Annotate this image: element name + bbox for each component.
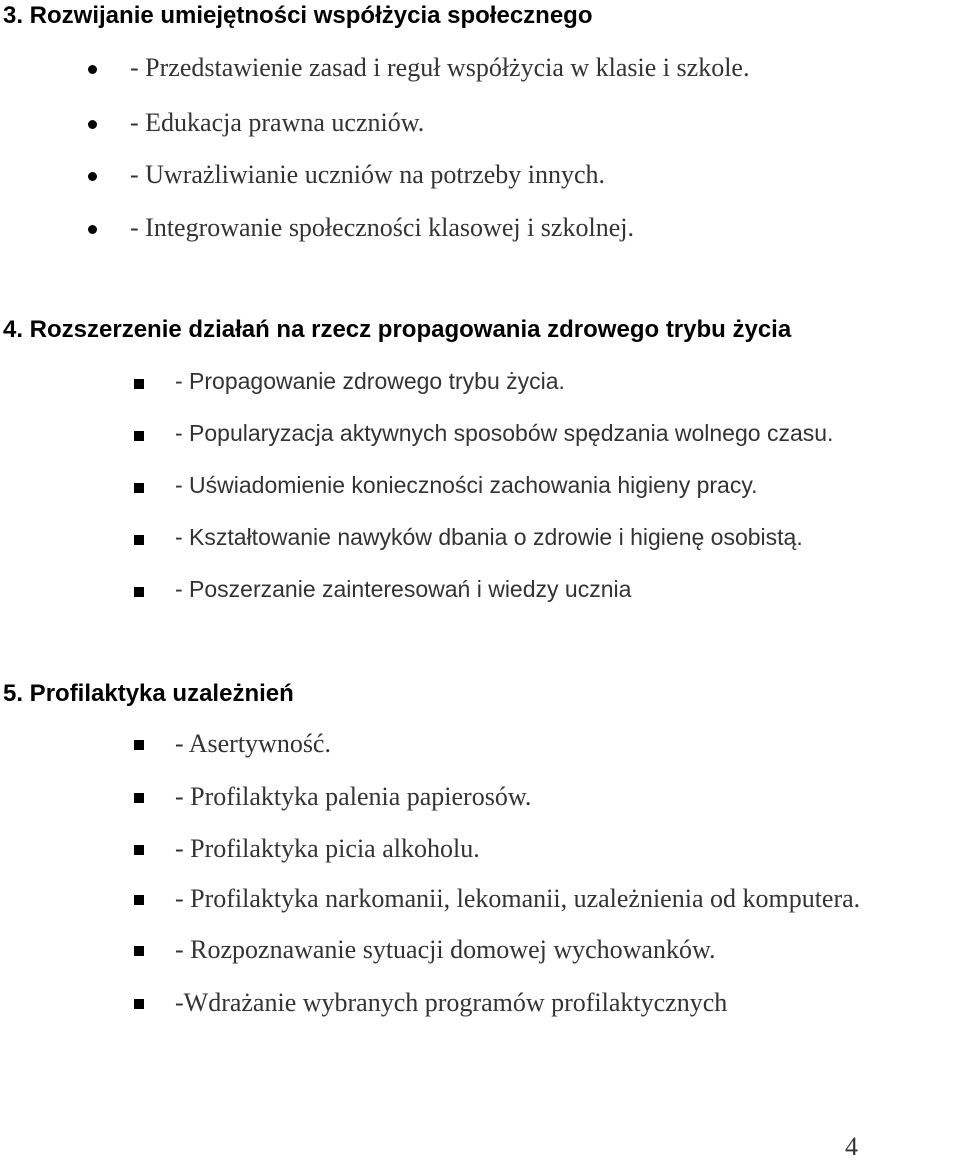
bullet-dot-icon — [88, 172, 97, 181]
list-item-text: - Edukacja prawna uczniów. — [130, 108, 425, 137]
bullet-square-icon — [134, 431, 144, 441]
bullet-square-icon — [134, 946, 144, 956]
section-5-heading: 5. Profilaktyka uzależnień — [3, 680, 294, 707]
page-number: 4 — [845, 1132, 858, 1161]
list-item-text: - Integrowanie społeczności klasowej i szkolnej. — [130, 213, 634, 242]
list-item-text: - Uwrażliwianie uczniów na potrzeby innych. — [130, 160, 606, 189]
bullet-square-icon — [134, 740, 144, 750]
section-3-heading: 3. Rozwijanie umiejętności współżycia społecznego — [3, 2, 593, 29]
bullet-square-icon — [134, 845, 144, 855]
list-item-text: - Uświadomienie konieczności zachowania higieny pracy. — [175, 472, 758, 498]
list-item-text: - Profilaktyka palenia papierosów. — [175, 782, 532, 811]
bullet-square-icon — [134, 999, 144, 1009]
list-item-text: - Kształtowanie nawyków dbania o zdrowie i higienę osobistą. — [175, 524, 803, 550]
bullet-dot-icon — [88, 65, 97, 74]
bullet-dot-icon — [88, 225, 97, 234]
list-item-text: - Propagowanie zdrowego trybu życia. — [175, 368, 565, 394]
list-item-text: - Popularyzacja aktywnych sposobów spędzania wolnego czasu. — [175, 420, 834, 446]
list-item-text: - Poszerzanie zainteresowań i wiedzy ucznia — [175, 576, 632, 602]
list-item-text: - Przedstawienie zasad i reguł współżycia w klasie i szkole. — [130, 53, 750, 82]
bullet-square-icon — [134, 379, 144, 389]
list-item-text: -Wdrażanie wybranych programów profilaktycznych — [175, 988, 728, 1017]
list-item-text: - Profilaktyka picia alkoholu. — [175, 834, 480, 863]
bullet-square-icon — [134, 793, 144, 803]
bullet-square-icon — [134, 895, 144, 905]
list-item-text: - Asertywność. — [175, 729, 331, 758]
bullet-square-icon — [134, 483, 144, 493]
list-item-text: - Profilaktyka narkomanii, lekomanii, uzależnienia od komputera. — [175, 884, 861, 913]
list-item-text: - Rozpoznawanie sytuacji domowej wychowanków. — [175, 935, 716, 964]
bullet-square-icon — [134, 587, 144, 597]
bullet-dot-icon — [88, 120, 97, 129]
section-4-heading: 4. Rozszerzenie działań na rzecz propagowania zdrowego trybu życia — [3, 316, 792, 343]
bullet-square-icon — [134, 535, 144, 545]
